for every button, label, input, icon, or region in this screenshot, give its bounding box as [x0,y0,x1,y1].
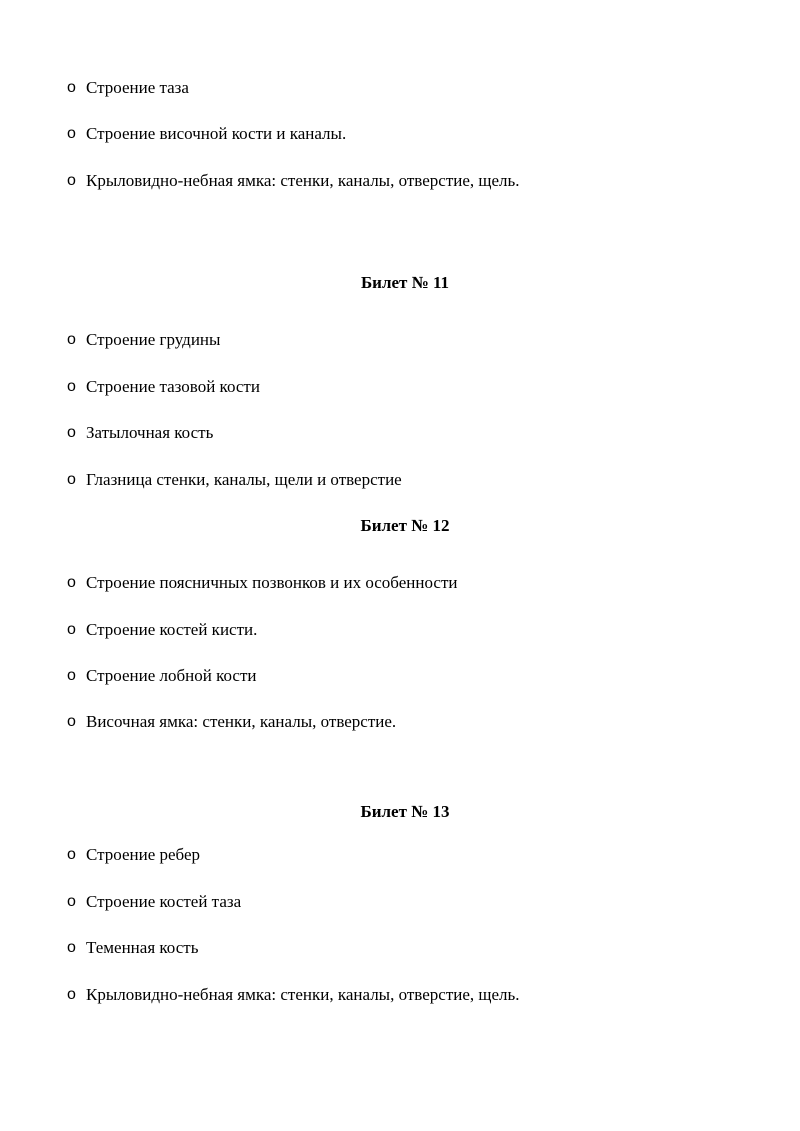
list-item-text: Теменная кость [86,938,199,957]
bullet-marker: o [67,471,76,488]
list-item [67,571,457,595]
bullet-marker: o [67,574,76,591]
list-item [67,710,396,734]
list-item-text: Строение костей таза [86,892,242,911]
list-item [67,618,257,642]
list-item-text: Строение височной кости и каналы. [86,124,347,143]
bullet-marker: o [67,893,76,910]
ticket-heading: Билет № 13 [360,802,450,821]
list-item-text: Строение грудины [86,330,221,349]
ticket-heading: Билет № 11 [360,273,450,292]
list-item [67,421,213,445]
list-item-text: Височная ямка: стенки, каналы, отверстие. [86,712,397,731]
bullet-marker: o [67,331,76,348]
bullet-marker: o [67,667,76,684]
list-item-text: Строение ребер [86,845,201,864]
bullet-marker: o [67,424,76,441]
ticket-heading: Билет № 12 [360,516,450,535]
list-item-text: Крыловидно-небная ямка: стенки, каналы, отверстие, щель. [86,171,520,190]
list-item-text: Строение таза [86,78,189,97]
list-item [67,890,241,914]
list-item [67,328,220,352]
bullet-marker: o [67,846,76,863]
list-item [67,375,260,399]
list-item [67,169,520,193]
list-item [67,468,402,492]
bullet-marker: o [67,621,76,638]
list-item-text: Строение костей кисти. [86,620,258,639]
list-item [67,122,346,146]
list-item [67,843,200,867]
bullet-marker: o [67,986,76,1003]
list-item [67,936,198,960]
bullet-marker: o [67,713,76,730]
list-item [67,983,520,1007]
bullet-marker: o [67,378,76,395]
list-item-text: Глазница стенки, каналы, щели и отверстие [86,470,402,489]
bullet-marker: o [67,79,76,96]
list-item-text: Строение лобной кости [86,666,257,685]
list-item [67,76,189,100]
list-item-text: Затылочная кость [86,423,214,442]
bullet-marker: o [67,125,76,142]
list-item [67,664,256,688]
list-item-text: Крыловидно-небная ямка: стенки, каналы, отверстие, щель. [86,985,520,1004]
bullet-marker: o [67,939,76,956]
list-item-text: Строение поясничных позвонков и их особенности [86,573,458,592]
bullet-marker: o [67,172,76,189]
list-item-text: Строение тазовой кости [86,377,260,396]
